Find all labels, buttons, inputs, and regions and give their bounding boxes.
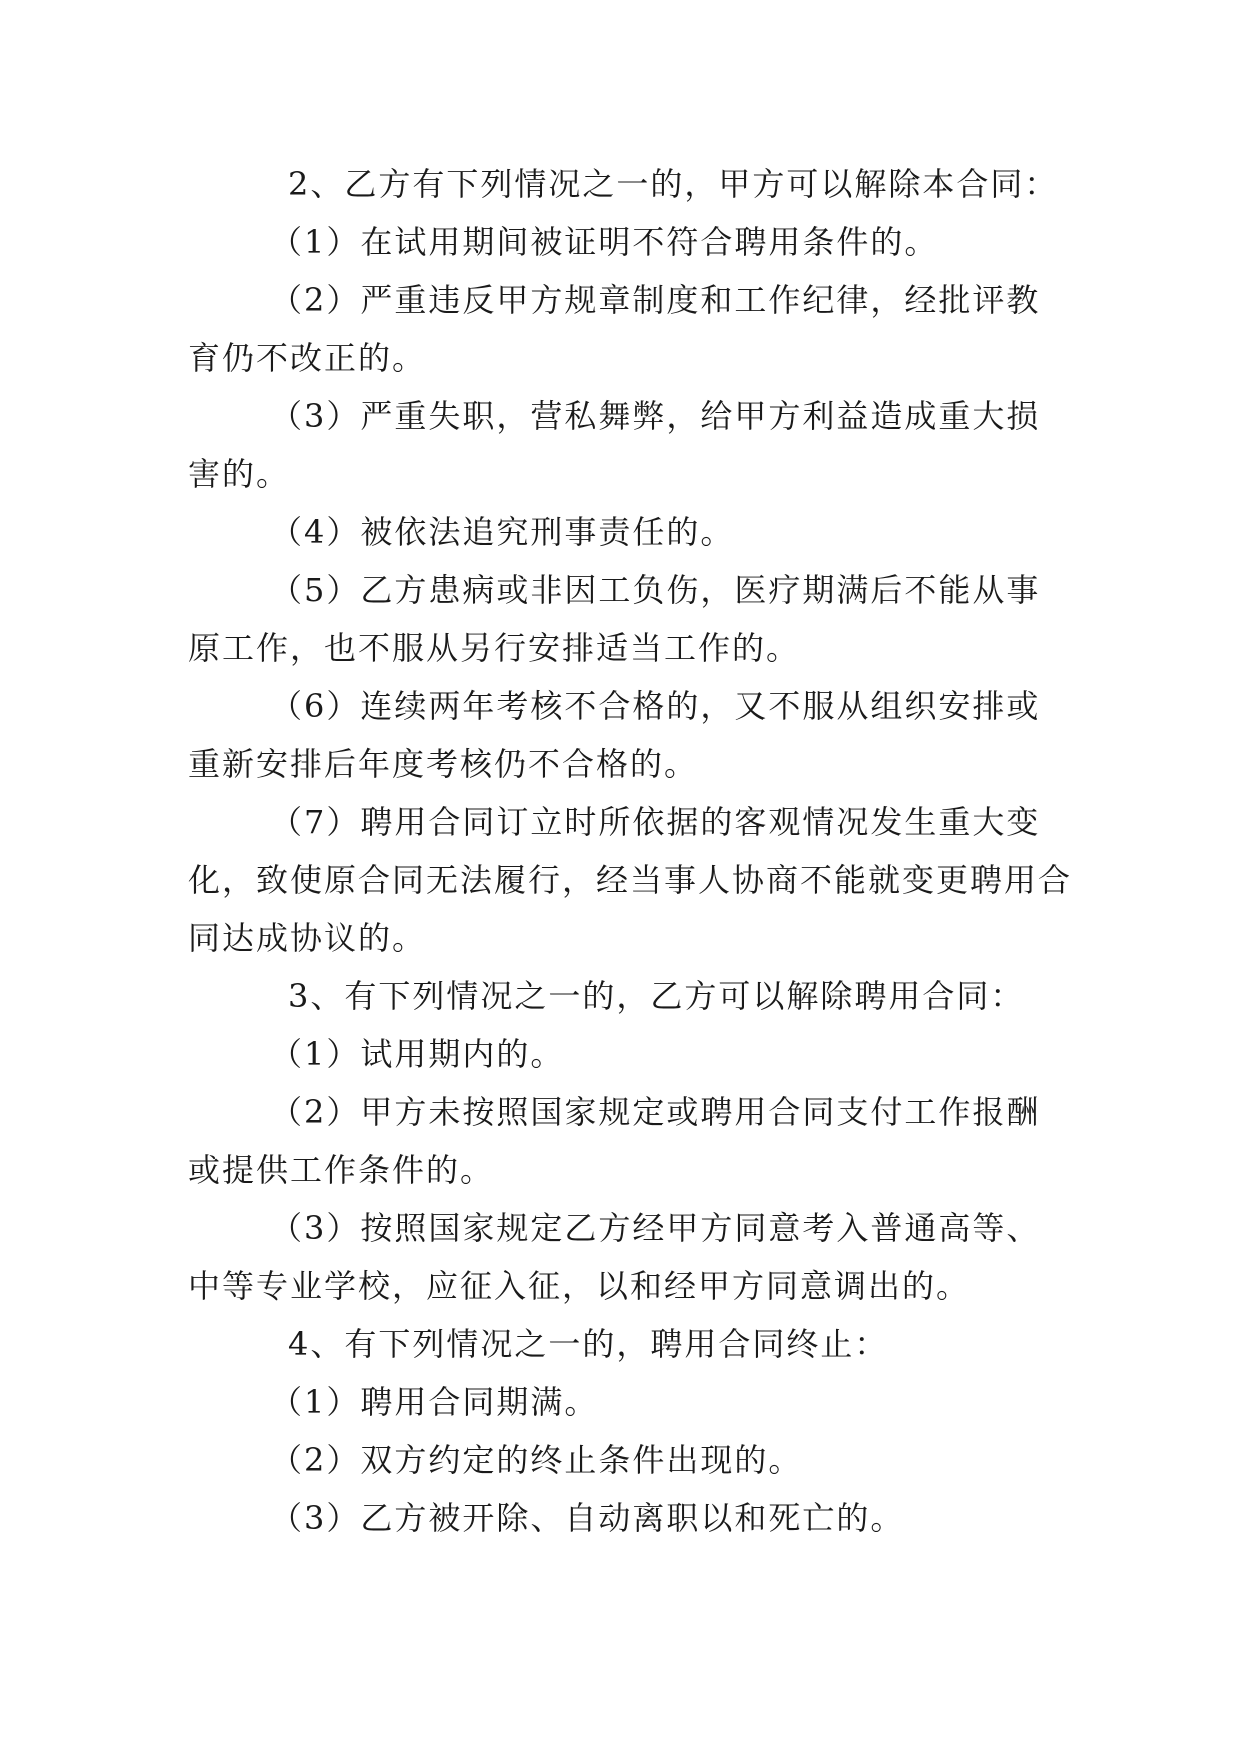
- clause-item-continuation: 中等专业学校，应征入征，以和经甲方同意调出的。: [188, 1267, 971, 1305]
- clause-item-continuation: 化，致使原合同无法履行，经当事人协商不能就变更聘用合: [188, 861, 1073, 899]
- clause-item: （3）严重失职，营私舞弊，给甲方利益造成重大损: [270, 397, 1041, 435]
- clause-item-continuation: 同达成协议的。: [188, 919, 427, 957]
- clause-item-continuation: 害的。: [188, 455, 291, 493]
- clause-item: （1）在试用期间被证明不符合聘用条件的。: [270, 223, 939, 261]
- clause-item: （5）乙方患病或非因工负伤，医疗期满后不能从事: [270, 571, 1041, 609]
- clause-item: （6）连续两年考核不合格的，又不服从组织安排或: [270, 687, 1041, 725]
- clause-item: （4）被依法追究刑事责任的。: [270, 513, 735, 551]
- contract-text: [188, 155, 1073, 1547]
- clause-item-continuation: 或提供工作条件的。: [188, 1151, 495, 1189]
- clause-item-continuation: 重新安排后年度考核仍不合格的。: [188, 745, 699, 783]
- clause-item: （1）聘用合同期满。: [270, 1383, 599, 1421]
- clause-item: （3）按照国家规定乙方经甲方同意考入普通高等、: [270, 1209, 1041, 1247]
- clause-item-continuation: 原工作，也不服从另行安排适当工作的。: [188, 629, 801, 667]
- clause-heading: 2、乙方有下列情况之一的，甲方可以解除本合同：: [288, 165, 1059, 203]
- clause-item: （2）甲方未按照国家规定或聘用合同支付工作报酬: [270, 1093, 1041, 1131]
- clause-item: （2）双方约定的终止条件出现的。: [270, 1441, 803, 1479]
- clause-heading: 3、有下列情况之一的，乙方可以解除聘用合同：: [288, 977, 1025, 1015]
- clause-heading: 4、有下列情况之一的，聘用合同终止：: [288, 1325, 889, 1363]
- clause-item: （1）试用期内的。: [270, 1035, 565, 1073]
- clause-item: （7）聘用合同订立时所依据的客观情况发生重大变: [270, 803, 1041, 841]
- clause-item: （3）乙方被开除、自动离职以和死亡的。: [270, 1499, 905, 1537]
- clause-item-continuation: 育仍不改正的。: [188, 339, 427, 377]
- clause-item: （2）严重违反甲方规章制度和工作纪律，经批评教: [270, 281, 1041, 319]
